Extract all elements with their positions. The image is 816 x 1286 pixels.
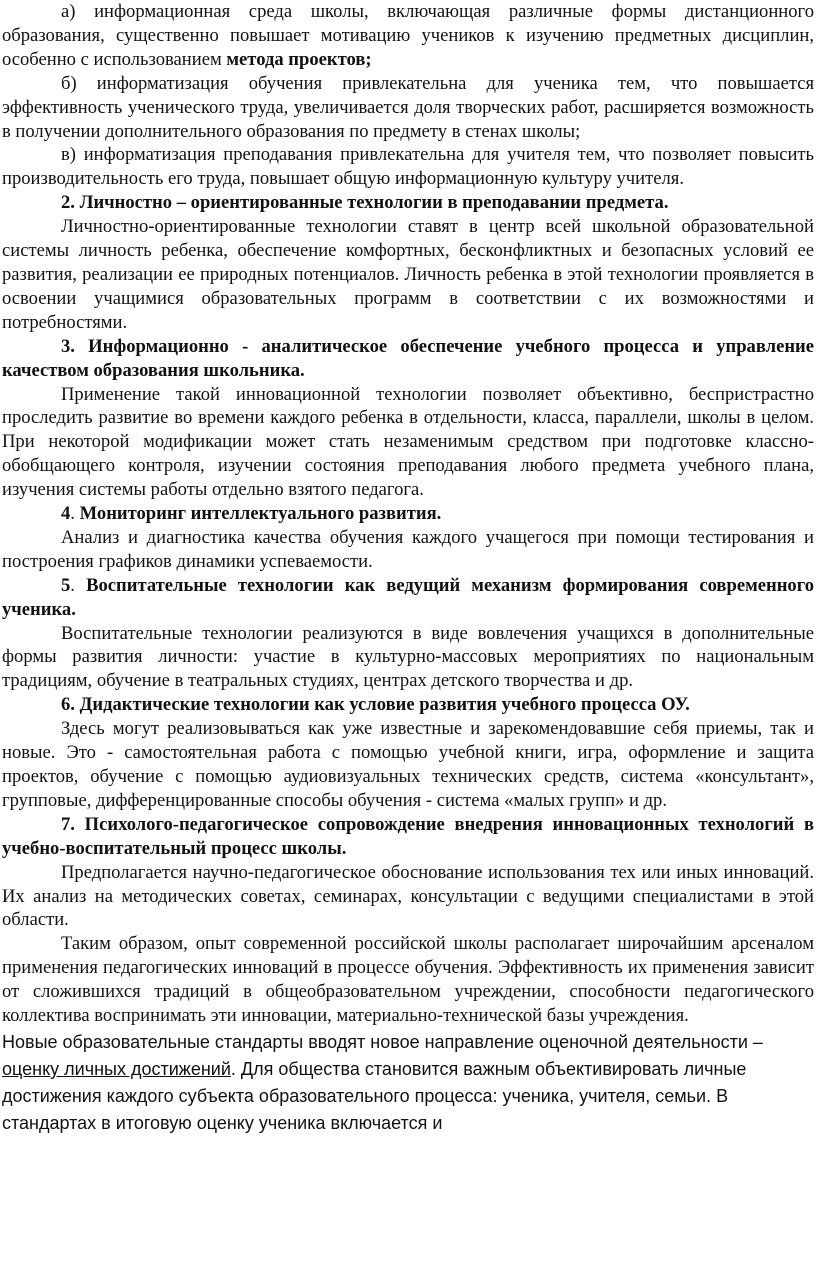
heading-5-dot: . [70,574,87,596]
heading-4-text: Мониторинг интеллектуального развития. [79,503,442,525]
paragraph-standards [2,1029,814,1137]
heading-6: 6. Дидактические технологии как условие развития учебного процесса ОУ. [61,694,690,716]
paragraph-c: в) информатизация преподавания привлекательна для учителя тем, что позволяет повысить производительность его труда, повышает общую информационную культуру учителя. [2,144,814,190]
paragraph-conclusion: Таким образом, опыт современной российской школы располагает широчайшим арсеналом применения педагогических инноваций в процессе обучения. Эффективность их применения зависит от сложившихся традиций в общеобразовательном учреждении, способности педагогического коллектива воспринимать эти инновации, материально-технической базы учреждения. [2,933,814,1027]
paragraph-didactic: Здесь могут реализовываться как уже известные и зарекомендовавшие себя приемы, так и новые. Это - самостоятельная работа с помощью учебной книги, игра, оформление и защита проектов, обучение с помощью аудиовизуальных технических средств, система «консультант», групповые, дифференцированные способы обучения - система «малых групп» и др. [2,718,814,811]
heading-7: 7. Психолого-педагогическое сопровождение внедрения инновационных технологий в учебно-воспитательный процесс школы. [2,813,814,859]
paragraph-standards-start: Новые образовательные стандарты вводят новое направление оценочной деятельности – [2,1031,763,1052]
paragraph-personal-tech: Личностно-ориентированные технологии ставят в центр всей школьной образовательной системы личность ребенка, обеспечение комфортных, бесконфликтных и безопасных условий ее развития, реализации ее природных потенциалов. Личность ребенка в этой технологии проявляется в освоении учащимися образовательных программ в соответствии с их возможностями и потребностями. [2,216,814,333]
heading-5-text: Воспитательные технологии как ведущий механизм формирования современного ученика. [2,574,814,620]
document-body [2,0,814,1137]
paragraph-a [2,0,814,72]
paragraph-psychological: Предполагается научно-педагогическое обоснование использования тех или иных инноваций. Их анализ на методических советах, семинарах, консультации с ведущими специалистами в этой области. [2,861,814,931]
paragraph-b: б) информатизация обучения привлекательна для ученика тем, что повышается эффективность ученического труда, увеличивается доля творческих работ, расширяется возможность в получении дополнительного образования по предмету в стенах школы; [2,72,814,142]
heading-5 [2,574,814,622]
heading-4-dot: . [70,503,80,525]
paragraph-monitoring: Анализ и диагностика качества обучения каждого учащегося при помощи тестирования и построения графиков динамики успеваемости. [2,526,814,572]
paragraph-info-analytics: Применение такой инновационной технологии позволяет объективно, беспристрастно проследить развитие во времени каждого ребенка в отдельности, класса, параллели, школы в целом. При некоторой модификации может стать незаменимым средством при подготовке классно-обобщающего контроля, изучении состояния преподавания любого предмета учебного плана, изучения системы работы отдельно взятого педагога. [2,383,814,501]
heading-5-number: 5 [61,574,71,596]
paragraph-educational-tech: Воспитательные технологии реализуются в виде вовлечения учащихся в дополнительные формы развития личности: участие в культурно-массовых мероприятиях по национальным традициям, обучение в театральных студиях, центрах детского творчества и др. [2,622,814,692]
paragraph-a-bold: метода проектов; [226,48,372,70]
heading-3: 3. Информационно - аналитическое обеспечение учебного процесса и управление качеством образования школьника. [2,335,814,381]
heading-4 [2,502,814,526]
heading-4-number: 4 [61,503,71,525]
paragraph-standards-underlined: оценку личных достижений [2,1058,231,1079]
paragraph-a-text: а) информационная среда школы, включающая различные формы дистанционного образования, существенно повышает мотивацию учеников к изучению предметных дисциплин, особенно с использованием [2,1,814,70]
heading-2: 2. Личностно – ориентированные технологии в преподавании предмета. [61,192,669,214]
paragraph-standards-end: . Для общества становится важным объективировать личные достижения каждого субъекта образовательного процесса: ученика, учителя, семьи. В стандартах в итоговую оценку ученика включается и [2,1058,747,1133]
